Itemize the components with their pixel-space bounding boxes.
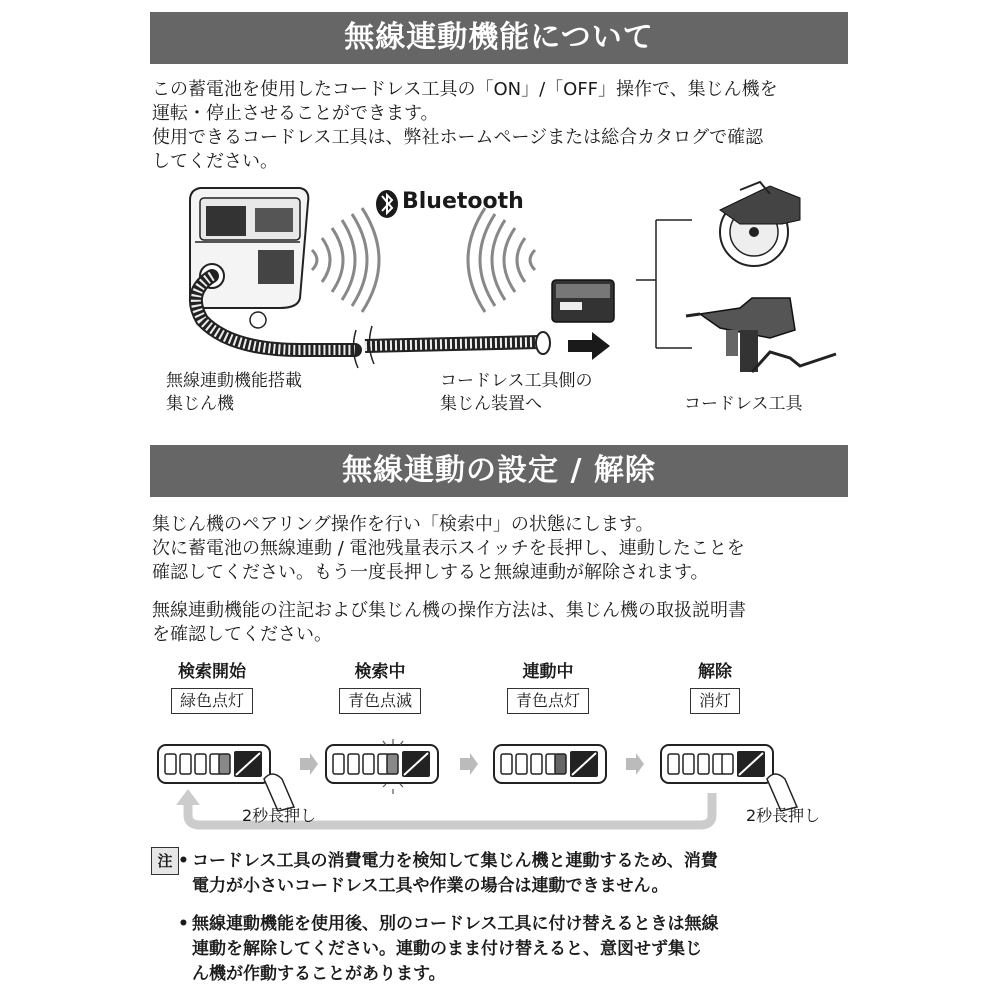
step-title: 解除 [698,662,732,682]
step-status: 青色点灯 [507,688,589,714]
hammer-drill-illustration [686,298,836,372]
bullet-icon: • [178,914,189,934]
signal-waves-left [312,208,379,312]
next-step-arrow-icon [460,753,478,775]
battery-indicator-sequence [0,725,1000,835]
indicator-panel-4 [661,745,773,783]
step-release [650,660,780,714]
bluetooth-label: Bluetooth [402,189,524,214]
section-title-wireless-link: 無線連動機能について [150,12,848,64]
next-step-arrow-icon [626,753,644,775]
tools-bracket [636,220,692,348]
up-arrow-icon [176,789,200,805]
note-item [178,849,862,899]
step-searching [315,660,445,714]
note-line: ん機が作動することがあります。 [192,964,446,984]
next-step-arrow-icon [300,753,318,775]
indicator-panel-1 [158,745,270,783]
cordless-tools-label: コードレス工具 [684,394,803,414]
note-line: 無線連動機能を使用後、別のコードレス工具に付け替えるときは無線 [192,914,719,934]
setup-line: 集じん機のペアリング操作を行い「検索中」の状態にします。 [152,514,654,535]
reference-paragraph [152,599,852,647]
bullet-icon: • [178,851,189,871]
indicator-panel-2 [326,739,438,794]
setup-paragraph [152,513,852,585]
reference-line: を確認してください。 [152,624,332,645]
intro-paragraph [152,78,852,174]
setup-line: 確認してください。もう一度長押しすると無線連動が解除されます。 [152,562,709,583]
bluetooth-icon [376,190,398,218]
note-line: 連動を解除してください。連動のまま付け替えると、意図せず集じ [192,939,702,959]
hold-2sec-label: 2秒長押し [242,806,317,825]
note-line: 電力が小さいコードレス工具や作業の場合は連動できません。 [192,876,669,896]
dust-collector-label-line: 無線連動機能搭載 [166,371,302,391]
step-title: 連動中 [522,662,574,682]
indicator-panel-3 [494,745,606,783]
hose-label [440,370,593,416]
dust-collector-label [166,370,302,416]
intro-line: してください。 [152,151,278,172]
dust-collector-label-line: 集じん機 [166,394,234,414]
note-line: コードレス工具の消費電力を検知して集じん機と連動するため、消費 [192,851,718,871]
intro-line: この蓄電池を使用したコードレス工具の「ON」/「OFF」操作で、集じん機を [152,79,778,100]
step-search-start [147,660,277,714]
section-title-link-setup: 無線連動の設定 / 解除 [150,445,848,497]
step-linked [483,660,613,714]
note-item [178,912,862,987]
hold-2sec-label: 2秒長押し [746,806,821,825]
step-status: 緑色点灯 [171,688,253,714]
intro-line: 使用できるコードレス工具は、弊社ホームページまたは総合カタログで確認 [152,127,764,148]
step-title: 検索中 [354,662,406,682]
hose-label-line: 集じん装置へ [440,394,542,414]
note-marker: 注 [151,847,179,875]
circular-saw-illustration [720,182,800,266]
step-status: 消灯 [690,688,740,714]
battery-illustration [552,280,614,322]
intro-line: 運転・停止させることができます。 [152,103,439,124]
step-title: 検索開始 [178,662,246,682]
setup-line: 次に蓄電池の無線連動 / 電池残量表示スイッチを長押し、連動したことを [152,538,745,559]
signal-waves-right [468,208,535,312]
right-arrow-icon [568,332,610,360]
reference-line: 無線連動機能の注記および集じん機の操作方法は、集じん機の取扱説明書 [152,600,746,621]
dust-collector-illustration [190,188,308,328]
step-status: 青色点滅 [339,688,421,714]
hose-label-line: コードレス工具側の [440,371,593,391]
